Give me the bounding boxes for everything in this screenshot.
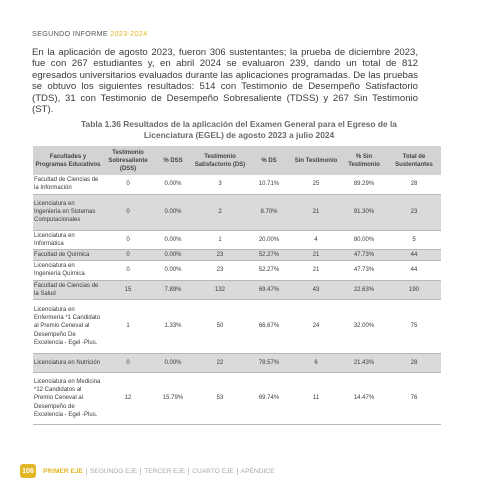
cell-pct-dss: 1.33% <box>153 299 193 353</box>
cell-dss: 0 <box>103 261 153 280</box>
cell-pct-sin: 47.73% <box>341 249 387 260</box>
cell-facultad: Licenciatura en Medicina *12 Candidatos al Premio Ceneval al Desempeño de Excelencia - Egel -Plus. <box>33 372 103 424</box>
cell-total: 76 <box>387 372 441 424</box>
col-header-pct-sin: % Sin Testimonio <box>341 146 387 175</box>
table-row <box>33 249 441 260</box>
cell-ds: 1 <box>193 230 247 249</box>
cell-dss: 0 <box>103 194 153 230</box>
cell-total: 28 <box>387 353 441 372</box>
cell-facultad: Licenciatura en Nutrición <box>33 353 103 372</box>
cell-ds: 3 <box>193 175 247 194</box>
cell-pct-ds: 78.57% <box>247 353 291 372</box>
cell-sin-testimonio: 21 <box>291 261 341 280</box>
cell-ds: 132 <box>193 280 247 299</box>
nav-cuarto-eje[interactable]: CUARTO EJE <box>188 468 237 475</box>
cell-dss: 1 <box>103 299 153 353</box>
cell-total: 23 <box>387 194 441 230</box>
nav-segundo-eje[interactable]: SEGUNDO EJE <box>86 468 140 475</box>
col-header-ds: Testimonio Satisfactorio (DS) <box>193 146 247 175</box>
cell-sin-testimonio: 21 <box>291 249 341 260</box>
cell-pct-dss: 7.89% <box>153 280 193 299</box>
col-header-total: Total de Sustentantes <box>387 146 441 175</box>
cell-pct-dss: 0.00% <box>153 194 193 230</box>
cell-sin-testimonio: 24 <box>291 299 341 353</box>
table-row <box>33 261 441 280</box>
cell-total: 44 <box>387 249 441 260</box>
cell-ds: 23 <box>193 249 247 260</box>
cell-facultad: Facultad de Ciencias de la Salud <box>33 280 103 299</box>
cell-pct-ds: 52.27% <box>247 249 291 260</box>
col-header-facultades: Facultades y Programas Educativos <box>33 146 103 175</box>
footer-nav-bar <box>20 464 278 478</box>
cell-dss: 0 <box>103 249 153 260</box>
cell-ds: 50 <box>193 299 247 353</box>
cell-sin-testimonio: 21 <box>291 194 341 230</box>
nav-apendice[interactable]: APÉNDICE <box>237 468 278 475</box>
table-row <box>33 194 441 230</box>
cell-pct-dss: 0.00% <box>153 175 193 194</box>
cell-sin-testimonio: 6 <box>291 353 341 372</box>
cell-pct-ds: 66.67% <box>247 299 291 353</box>
cell-pct-sin: 32.00% <box>341 299 387 353</box>
nav-tercer-eje[interactable]: TERCER EJE <box>140 468 188 475</box>
cell-pct-ds: 52.27% <box>247 261 291 280</box>
table-row <box>33 280 441 299</box>
cell-pct-sin: 22.63% <box>341 280 387 299</box>
cell-ds: 2 <box>193 194 247 230</box>
page-number: 106 <box>20 464 36 478</box>
cell-pct-dss: 0.00% <box>153 249 193 260</box>
cell-sin-testimonio: 25 <box>291 175 341 194</box>
report-title: SEGUNDO INFORME <box>32 29 108 38</box>
cell-dss: 12 <box>103 372 153 424</box>
table-row <box>33 372 441 424</box>
cell-dss: 0 <box>103 353 153 372</box>
table-row <box>33 299 441 353</box>
cell-total: 28 <box>387 175 441 194</box>
cell-pct-ds: 69.47% <box>247 280 291 299</box>
cell-ds: 53 <box>193 372 247 424</box>
col-header-sin-testimonio: Sin Testimonio <box>291 146 341 175</box>
cell-total: 44 <box>387 261 441 280</box>
cell-sin-testimonio: 4 <box>291 230 341 249</box>
col-header-pct-ds: % DS <box>247 146 291 175</box>
nav-primer-eje[interactable]: PRIMER EJE <box>43 467 83 475</box>
cell-pct-sin: 80.00% <box>341 230 387 249</box>
cell-pct-ds: 20.00% <box>247 230 291 249</box>
cell-facultad: Licenciatura en Informática <box>33 230 103 249</box>
table-row <box>33 353 441 372</box>
intro-paragraph: En la aplicación de agosto 2023, fueron 306 sustentantes; la prueba de diciembre 2023, fue con 267 estudiantes y, en abril 2024 se evaluaron 239, dando un total de 812 egresados universitarios evaluados durante las aplicaciones programadas. De las pruebas se obtuvo los siguientes resultados: 514 con Testimonio de Desempeño Satisfactorio (TDS), 31 con Testimonio de Desempeño Sobresaliente (TDSS) y 267 Sin Testimonio (ST). <box>32 47 418 116</box>
cell-pct-ds: 10.71% <box>247 175 291 194</box>
report-header <box>32 29 147 38</box>
cell-dss: 0 <box>103 230 153 249</box>
cell-pct-sin: 47.73% <box>341 261 387 280</box>
table-row <box>33 230 441 249</box>
cell-pct-dss: 0.00% <box>153 230 193 249</box>
table-header-row <box>33 146 441 175</box>
cell-pct-sin: 14.47% <box>341 372 387 424</box>
egel-results-table <box>33 146 441 425</box>
cell-pct-sin: 89.29% <box>341 175 387 194</box>
cell-total: 5 <box>387 230 441 249</box>
cell-pct-ds: 8.70% <box>247 194 291 230</box>
cell-facultad: Licenciatura en Ingeniería en Sistemas Computacionales <box>33 194 103 230</box>
cell-total: 190 <box>387 280 441 299</box>
cell-facultad: Facultad de Ciencias de la Información <box>33 175 103 194</box>
cell-facultad: Facultad de Química <box>33 249 103 260</box>
cell-pct-dss: 15.79% <box>153 372 193 424</box>
cell-dss: 0 <box>103 175 153 194</box>
table-row <box>33 175 441 194</box>
table-caption: Tabla 1.36 Resultados de la aplicación del Examen General para el Egreso de la Licenciatura (EGEL) de agosto 2023 a julio 2024 <box>81 119 397 140</box>
cell-dss: 15 <box>103 280 153 299</box>
cell-facultad: Licenciatura en Ingeniería Química <box>33 261 103 280</box>
cell-sin-testimonio: 43 <box>291 280 341 299</box>
cell-pct-sin: 21.43% <box>341 353 387 372</box>
cell-pct-dss: 0.00% <box>153 353 193 372</box>
col-header-pct-dss: % DSS <box>153 146 193 175</box>
cell-sin-testimonio: 11 <box>291 372 341 424</box>
cell-pct-sin: 91.30% <box>341 194 387 230</box>
cell-facultad: Licenciatura en Enfermería *1 Candidato al Premio Ceneval al Desempeño De Excelencia - Egel -Plus. <box>33 299 103 353</box>
section-nav <box>40 468 278 475</box>
col-header-dss: Testimonio Sobresaliente (DSS) <box>103 146 153 175</box>
cell-total: 75 <box>387 299 441 353</box>
report-year: 2023-2024 <box>110 29 148 38</box>
cell-ds: 23 <box>193 261 247 280</box>
cell-pct-dss: 0.00% <box>153 261 193 280</box>
cell-ds: 22 <box>193 353 247 372</box>
cell-pct-ds: 69.74% <box>247 372 291 424</box>
